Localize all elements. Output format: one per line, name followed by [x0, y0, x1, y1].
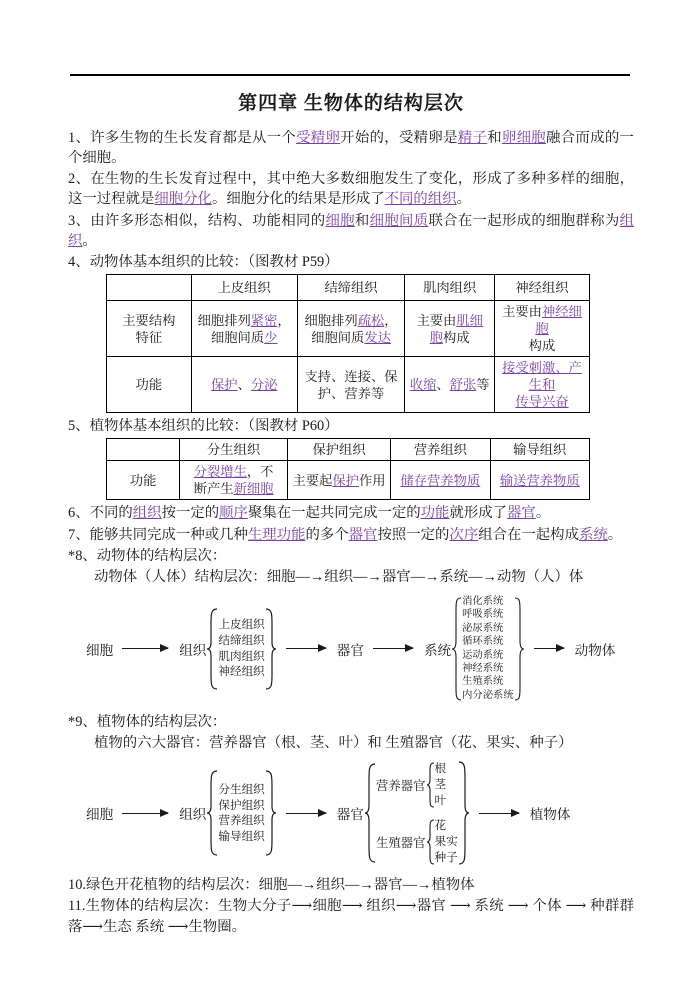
highlight-term: 紧密 — [250, 312, 278, 328]
diagram-node-organ: 器官 — [336, 642, 364, 658]
table-row-label: 功能 — [107, 461, 180, 500]
table-cell: 收缩、舒张等 — [405, 357, 495, 413]
text-run: 3、由许多形态相似，结构、功能相同的 — [68, 212, 326, 229]
arrow-icon — [373, 648, 413, 649]
list-item: 泌尿系统 — [462, 622, 504, 634]
left-brace-icon — [206, 770, 218, 856]
table-row — [107, 301, 590, 357]
arrow-icon — [534, 648, 564, 649]
header-rule — [70, 74, 630, 76]
arrow-icon — [286, 648, 326, 649]
diagram-node-cell: 细胞 — [86, 807, 114, 823]
diagram-node-plant-body: 植物体 — [529, 807, 571, 823]
highlight-term: 功能 — [420, 505, 450, 522]
table-col-header: 营养组织 — [391, 439, 490, 461]
paragraph-8-sub: 动物体（人体）结构层次：细胞—→组织—→器官—→系统—→动物（人）体 — [94, 568, 584, 585]
page-title: 第四章 生物体的结构层次 — [238, 93, 464, 114]
table-col-header: 输导组织 — [490, 439, 589, 461]
left-brace-icon — [426, 762, 435, 808]
highlight-term: 舒张 — [449, 377, 477, 393]
table-col-header: 上皮组织 — [191, 275, 297, 301]
table-cell — [494, 357, 589, 413]
highlight-term: 神经细胞 — [535, 304, 582, 337]
list-item: 内分泌系统 — [462, 689, 514, 701]
list-item: 保护组织 — [218, 798, 265, 812]
table-col-header: 分生组织 — [180, 439, 288, 461]
diagram-node-cell: 细胞 — [86, 642, 114, 658]
text-run: 聚集在一起共同完成一定的 — [247, 505, 421, 522]
arrow-icon — [122, 813, 168, 814]
reproductive-organ-label: 生殖器官 — [375, 835, 426, 850]
list-item: 神经组织 — [218, 665, 265, 679]
list-item: 输导组织 — [218, 830, 265, 844]
list-item: 花 — [434, 819, 447, 833]
text-run: 和 — [487, 130, 502, 146]
text-run: 。 — [607, 526, 623, 543]
highlight-term: 分裂增生 — [193, 464, 247, 480]
table-cell: 主要起保护作用 — [287, 461, 390, 500]
table-cell-corner — [107, 439, 180, 461]
highlight-term: 分泌 — [250, 377, 278, 393]
diagram-node-system: 系统 — [423, 642, 452, 658]
list-item: 生殖系统 — [462, 676, 504, 688]
text-run: 的多个 — [305, 526, 349, 543]
diagram-node-organ: 器官 — [336, 807, 364, 823]
right-brace-icon — [265, 770, 277, 856]
highlight-term: 储存营养物质 — [400, 472, 481, 488]
text-run: 。细胞分化的结果是形成了 — [211, 191, 385, 208]
highlight-term: 肌细 胞 — [429, 312, 483, 345]
highlight-term: 不同的组织 — [384, 191, 457, 208]
list-item: 神经系统 — [462, 662, 504, 674]
highlight-term: 受精卵 — [296, 130, 341, 146]
paragraph-3 — [68, 211, 634, 251]
table-col-header: 肌肉组织 — [405, 275, 495, 301]
animal-tissue-table — [106, 274, 590, 413]
highlight-term: 细胞 — [325, 212, 355, 229]
table-cell: 细胞排列疏松， 细胞间质发达 — [297, 301, 405, 357]
list-item: 结缔组织 — [218, 633, 265, 647]
text-run: 按照一定的 — [377, 526, 450, 543]
arrow-icon — [286, 813, 326, 814]
list-item: 果实 — [434, 834, 458, 848]
paragraph-2 — [68, 169, 634, 209]
table-col-header: 结缔组织 — [297, 275, 405, 301]
plant-tissue-list — [218, 782, 264, 845]
table-cell: 支持、连接、保 护、营养等 — [297, 357, 405, 413]
highlight-term: 生理功能 — [247, 526, 306, 543]
plant-structure-diagram — [68, 761, 634, 865]
text-run: 2、在生物的生长发育过程中，其中绝大多数细胞发生了变化，形成了多种多样的细胞，这一过程就是 — [68, 171, 634, 208]
text-run: 和 — [354, 212, 370, 229]
list-item: 循环系统 — [462, 636, 504, 648]
text-run: 。 — [456, 191, 472, 208]
table-cell: 主要由神经细胞 构成 — [494, 301, 589, 357]
list-item: 肌肉组织 — [218, 649, 265, 663]
right-brace-icon — [458, 761, 470, 865]
text-run: 就形成了 — [449, 505, 508, 522]
highlight-term: 新细胞 — [233, 481, 274, 497]
paragraph-8: *8、动物体的结构层次： — [68, 547, 227, 564]
table-cell: 细胞排列紧密， 细胞间质少 — [191, 301, 297, 357]
left-brace-icon — [364, 763, 376, 863]
label-line-1: 主要结构 — [122, 312, 176, 328]
organ-split-group — [364, 761, 470, 865]
vegetative-organ-list — [435, 761, 447, 808]
text-run: 1、许多生物的生长发育都是从一个 — [68, 130, 297, 146]
table-cell — [490, 461, 589, 500]
table-cell — [391, 461, 490, 500]
system-group — [451, 595, 524, 702]
table-col-header: 保护组织 — [287, 439, 390, 461]
right-brace-icon — [514, 597, 525, 701]
table-cell: 主要由肌细 胞构成 — [405, 301, 495, 357]
highlight-term: 输送营养物质 — [499, 472, 580, 488]
reproductive-organ-list — [435, 818, 458, 865]
highlight-term: 器官 — [507, 505, 536, 522]
document-content — [68, 88, 634, 938]
animal-structure-diagram — [68, 595, 634, 702]
paragraph-9-sub: 植物的六大器官：营养器官（根、茎、叶）和 生殖器官（花、果实、种子） — [94, 735, 573, 752]
highlight-term: 收缩 — [409, 377, 437, 393]
diagram-node-animal-body: 动物体 — [574, 642, 616, 658]
left-brace-icon — [206, 608, 218, 690]
text-run: 。 — [82, 232, 97, 249]
table-header-row — [107, 439, 590, 461]
text-run: 组合在一起构成 — [478, 526, 579, 543]
highlight-term: 精子 — [457, 130, 488, 146]
vegetative-organ-label: 营养器官 — [375, 778, 426, 793]
highlight-term: 保护 — [210, 377, 238, 393]
label-line-2: 特征 — [135, 329, 163, 345]
highlight-term: 接受刺激、产生和 传导兴奋 — [502, 360, 582, 410]
paragraph-6 — [68, 503, 634, 523]
highlight-term: 系统 — [578, 526, 608, 543]
highlight-term: 顺序 — [219, 505, 248, 522]
list-item: 消化系统 — [462, 596, 504, 608]
table-row-label: 功能 — [107, 357, 192, 413]
highlight-term: 细胞分化 — [154, 191, 212, 208]
arrow-icon — [122, 648, 168, 649]
tissue-group — [206, 608, 276, 690]
left-brace-icon — [426, 819, 435, 865]
plant-tissue-group — [206, 770, 276, 856]
text-run: 7、能够共同完成一种或几种 — [68, 526, 248, 543]
tissue-list — [218, 617, 264, 680]
paragraph-10: 10.绿色开花植物的结构层次：细胞—→组织—→器官—→植物体 — [68, 877, 475, 894]
highlight-term: 保护 — [332, 472, 359, 488]
plant-tissue-table — [106, 438, 590, 500]
highlight-term: 器官 — [348, 526, 378, 543]
paragraph-7 — [68, 525, 634, 545]
list-item: 种子 — [434, 850, 458, 864]
text-run: 融合而成的一个细胞。 — [68, 130, 634, 167]
diagram-node-tissue: 组织 — [179, 807, 207, 823]
table-cell-corner — [107, 275, 192, 301]
list-item: 呼吸系统 — [462, 609, 504, 621]
animal-table-caption: 4、动物体基本组织的比较：（图教材 P59） — [68, 253, 339, 270]
list-item: 茎 — [434, 778, 447, 792]
highlight-term: 疏松 — [357, 312, 385, 328]
table-header-row — [107, 275, 590, 301]
highlight-term: 组织 — [68, 212, 634, 249]
table-row-label — [107, 301, 192, 357]
table-row — [107, 357, 590, 413]
right-brace-icon — [265, 608, 277, 690]
highlight-term: 卵细胞 — [501, 130, 547, 146]
text-run: 联合在一起形成的细胞群称为 — [428, 212, 620, 229]
highlight-term: 细胞间质 — [369, 212, 429, 229]
list-item: 叶 — [434, 793, 447, 807]
list-item: 分生组织 — [218, 782, 265, 796]
text-run: 。 — [535, 505, 551, 522]
paragraph-9: *9、植物体的结构层次： — [68, 714, 227, 731]
text-run: 按一定的 — [161, 505, 220, 522]
highlight-term: 次序 — [449, 526, 479, 543]
table-row — [107, 461, 590, 500]
highlight-term: 组织 — [132, 505, 162, 522]
table-cell: 保护、分泌 — [191, 357, 297, 413]
diagram-node-tissue: 组织 — [179, 642, 207, 658]
arrow-icon — [479, 813, 519, 814]
text-run: 6、不同的 — [68, 505, 133, 522]
list-item: 上皮组织 — [218, 617, 265, 631]
table-col-header: 神经组织 — [494, 275, 589, 301]
left-brace-icon — [451, 597, 462, 701]
table-cell: 分裂增生，不 断产生新细胞 — [180, 461, 288, 500]
highlight-term: 发达 — [364, 329, 391, 345]
list-item: 营养组织 — [218, 814, 265, 828]
paragraph-1 — [68, 128, 634, 168]
list-item: 根 — [434, 762, 447, 776]
paragraph-11: 11.生物体的结构层次：生物大分子⟶细胞⟶ 组织⟶器官 ⟶ 系统 ⟶ 个体 ⟶ 种群群落⟶生态 系统 ⟶生物圈。 — [68, 898, 634, 935]
highlight-term: 少 — [264, 329, 278, 345]
system-list — [462, 595, 513, 702]
plant-table-caption: 5、植物体基本组织的比较：（图教材 P60） — [68, 418, 339, 435]
text-run: 开始的，受精卵是 — [340, 130, 458, 146]
list-item: 运动系统 — [462, 649, 504, 661]
